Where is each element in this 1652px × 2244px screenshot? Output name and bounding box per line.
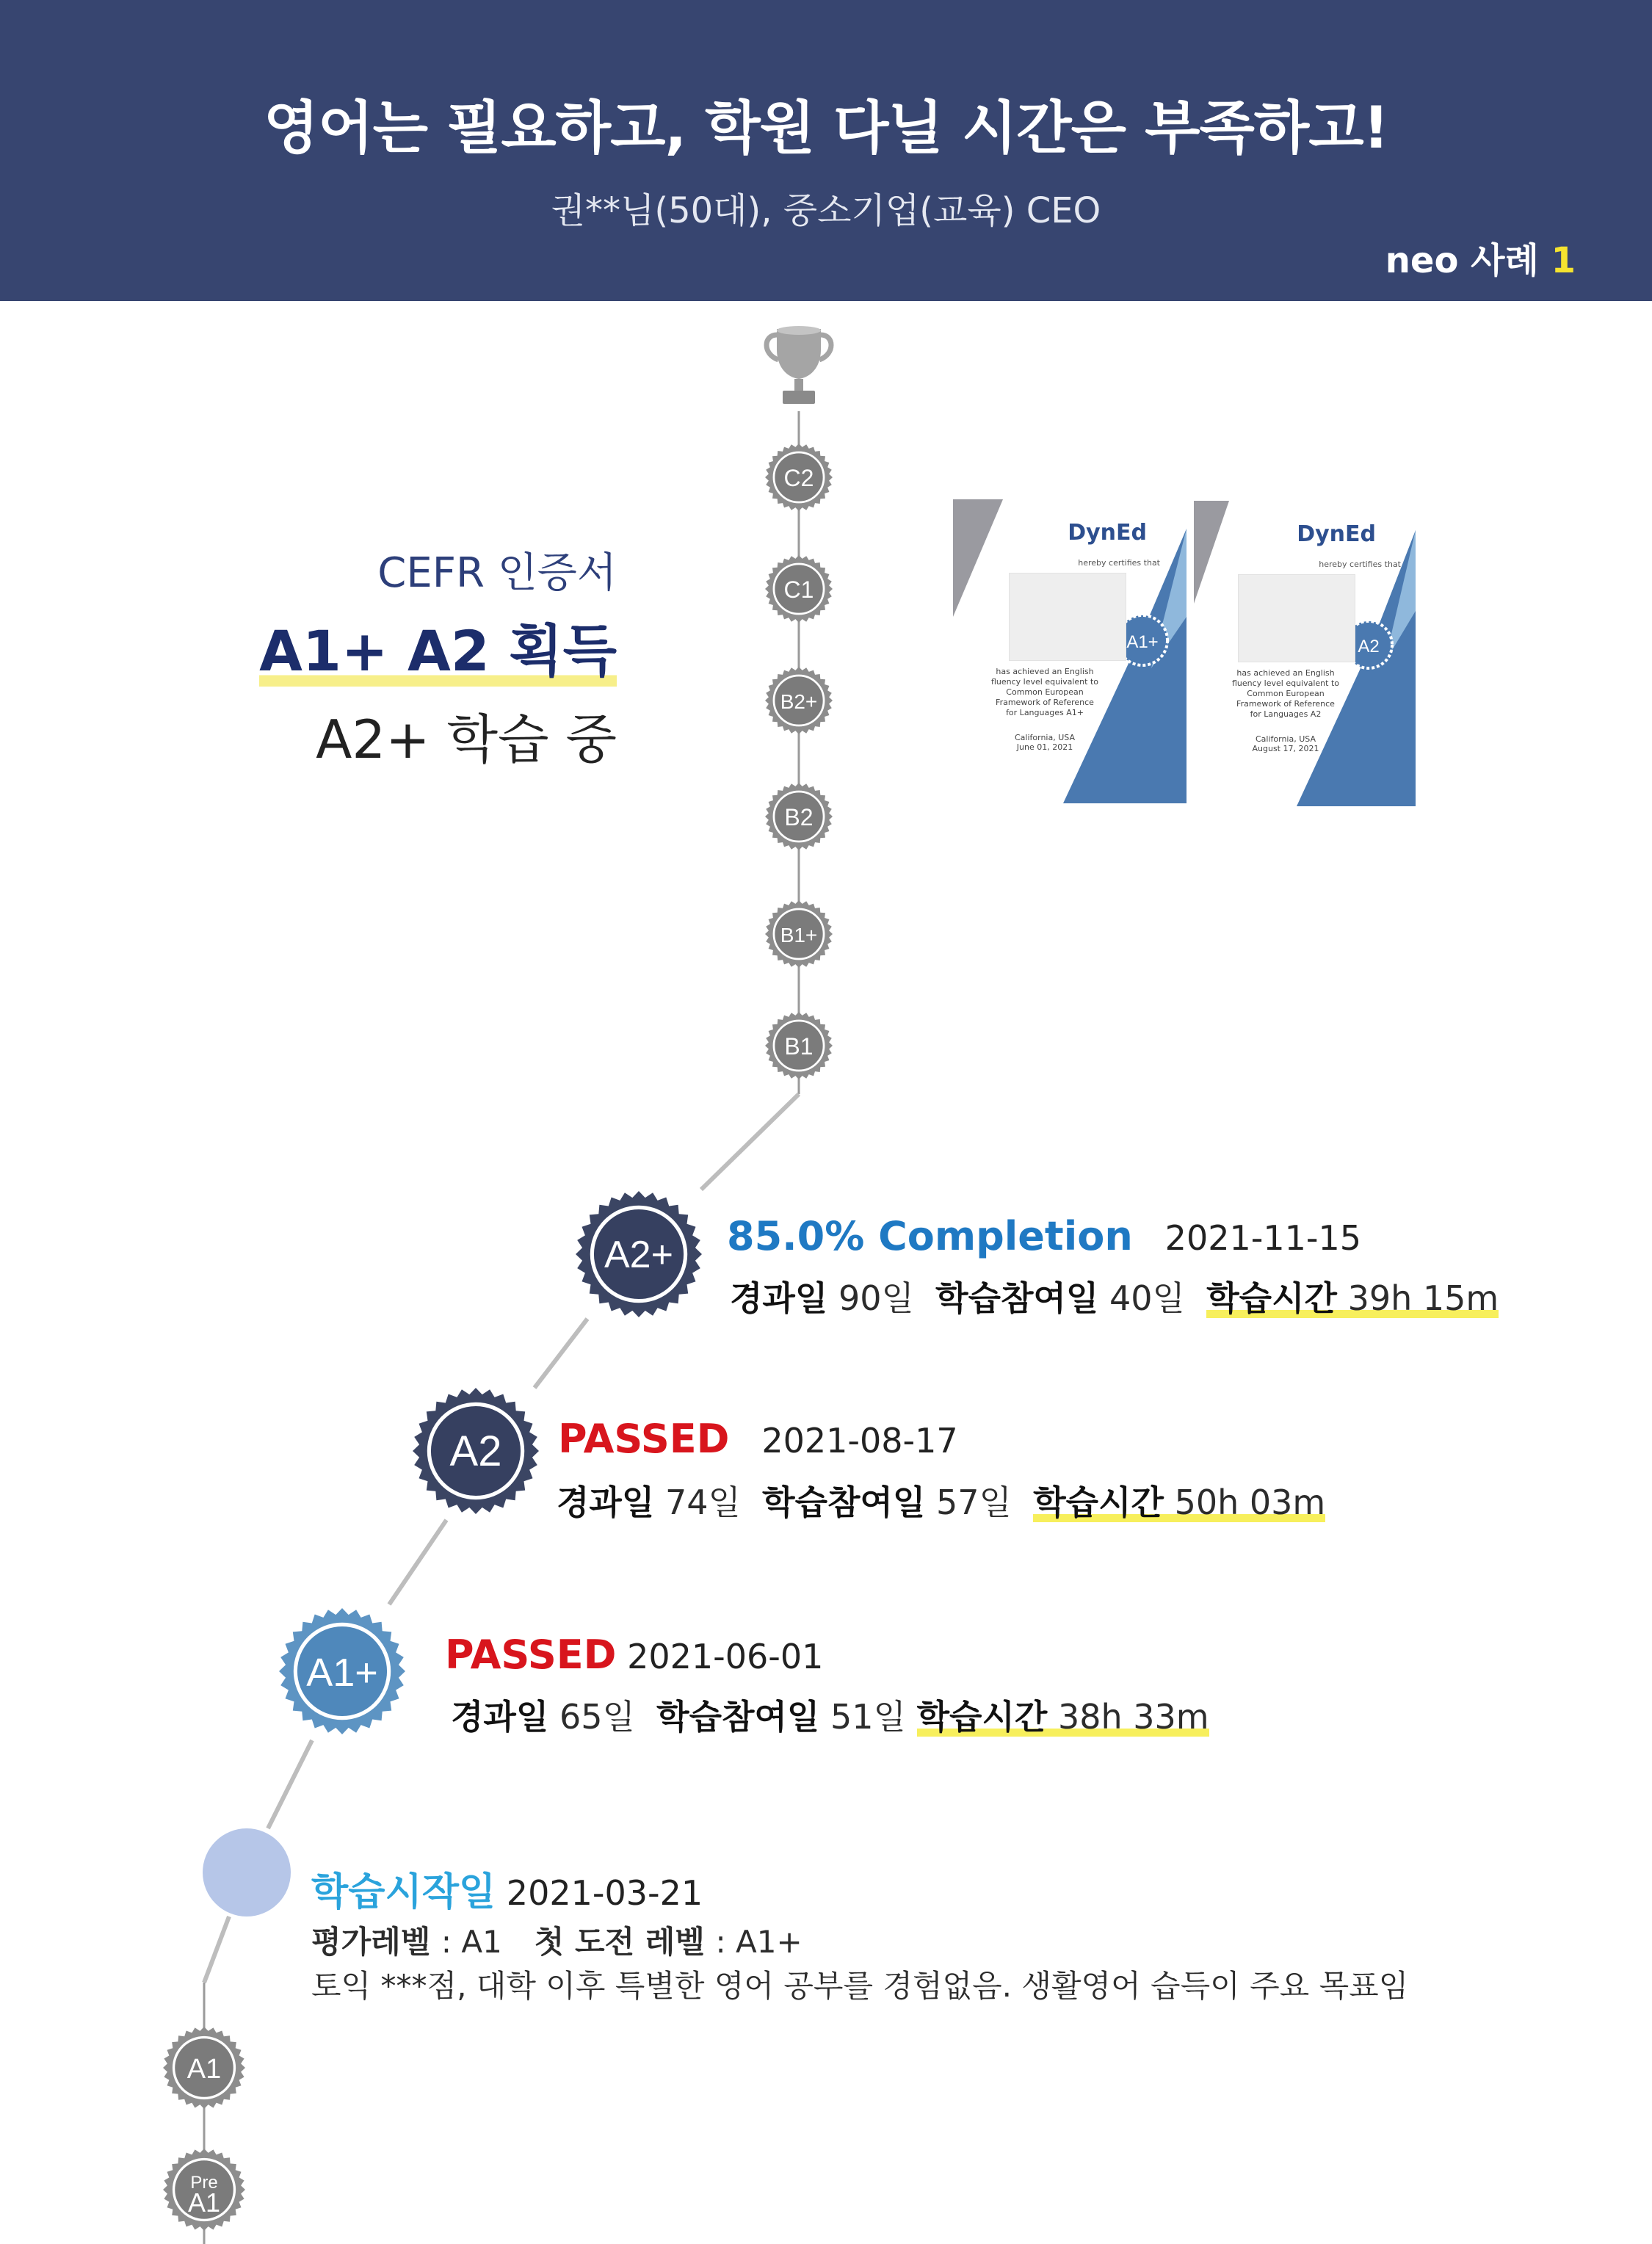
level-label-pre: Pre	[190, 2173, 218, 2193]
level-medal-a1plus	[276, 1605, 408, 1740]
cefr-summary	[0, 540, 617, 773]
milestone-a2plus-stats	[730, 1272, 1499, 1320]
milestone-date: 2021-11-15	[1164, 1218, 1362, 1258]
elapsed-value: 74일	[664, 1483, 741, 1522]
cefr-studying: A2+ 학습 중	[316, 709, 617, 770]
certificate-line: fluency level equivalent to	[1231, 678, 1340, 688]
passed-status: PASSED	[445, 1632, 617, 1678]
level-medal-a2plus	[573, 1188, 705, 1323]
attend-value: 51일	[830, 1697, 906, 1737]
certificate-line: for Languages A1+	[1006, 708, 1084, 717]
level-medal-b1plus	[762, 897, 836, 974]
milestone-start-levels	[311, 1918, 803, 1962]
certificate-location: California, USA	[1015, 733, 1075, 742]
level-medal-c1	[762, 552, 836, 629]
level-label-c1: C1	[783, 576, 814, 603]
time-label: 학습시간	[1206, 1278, 1337, 1318]
attend-value: 40일	[1109, 1278, 1185, 1318]
level-label-b2plus: B2+	[780, 690, 818, 713]
attend-value: 57일	[935, 1483, 1012, 1522]
time-value: 50h 03m	[1174, 1483, 1326, 1522]
certificate-level-badge: A2	[1358, 637, 1380, 656]
milestone-start-note: 토익 ***점, 대학 이후 특별한 영어 공부를 경험없음. 생활영어 습득이 주요 목표임	[311, 1968, 1409, 2004]
milestone-date: 2021-08-17	[761, 1421, 958, 1461]
certificate-line: Framework of Reference	[996, 698, 1094, 707]
time-value: 38h 33m	[1057, 1697, 1209, 1737]
first-level-label: 첫 도전 레벨	[534, 1924, 705, 1960]
level-medal-a2	[410, 1385, 542, 1520]
case-number: 1	[1551, 240, 1576, 281]
certificate-a1plus	[953, 499, 1187, 803]
level-medal-b2plus	[762, 664, 836, 740]
certificate-line: has achieved an English	[996, 667, 1094, 676]
attend-label: 학습참여일	[762, 1483, 926, 1522]
milestone-a2-status	[558, 1416, 958, 1462]
elapsed-label: 경과일	[730, 1278, 828, 1318]
certificate-line: has achieved an English	[1236, 668, 1335, 678]
attend-label: 학습참여일	[935, 1278, 1099, 1318]
milestone-a1plus-stats	[451, 1690, 1209, 1739]
cefr-title: CEFR 인증서	[377, 549, 617, 597]
certificate-level-badge: A1+	[1126, 632, 1159, 652]
level-medal-b1	[762, 1009, 836, 1085]
certificate-photo-placeholder	[1238, 574, 1355, 662]
elapsed-value: 90일	[838, 1278, 914, 1318]
completion-status: 85.0% Completion	[727, 1213, 1133, 1259]
certificate-body	[982, 667, 1107, 718]
level-label-a1: A1	[186, 2054, 222, 2085]
milestone-a1plus-status	[445, 1632, 823, 1678]
study-time	[1206, 1278, 1499, 1318]
level-label-a2: A2	[449, 1427, 502, 1475]
certificate-logo: DynEd	[1068, 520, 1147, 546]
certificate-line: Common European	[1006, 687, 1084, 697]
milestone-a2plus-status	[727, 1213, 1361, 1259]
certificate-location: California, USA	[1256, 734, 1316, 744]
certificate-date-value: August 17, 2021	[1252, 744, 1319, 753]
trophy-icon	[755, 316, 843, 411]
certificate-date	[982, 733, 1107, 752]
level-label-b2: B2	[784, 804, 814, 830]
study-time	[917, 1697, 1209, 1737]
study-time	[1033, 1483, 1325, 1522]
case-label: neo 사례	[1385, 240, 1539, 281]
certificate-line: Framework of Reference	[1236, 699, 1335, 709]
level-medal-b2	[762, 780, 836, 856]
certificate-a2	[1194, 501, 1416, 806]
eval-label: 평가레벨	[311, 1924, 431, 1960]
level-label-c2: C2	[783, 465, 814, 491]
level-medal-c2	[762, 441, 836, 517]
level-label-b1plus: B1+	[780, 924, 818, 947]
time-label: 학습시간	[916, 1697, 1048, 1737]
certificate-date-value: June 01, 2021	[1016, 742, 1073, 752]
elapsed-value: 65일	[559, 1697, 635, 1737]
time-label: 학습시간	[1033, 1483, 1164, 1522]
certificate-hereby: hereby certifies that	[1319, 560, 1401, 569]
page-title: 영어는 필요하고, 학원 다닐 시간은 부족하고!	[263, 95, 1389, 162]
attend-label: 학습참여일	[656, 1697, 820, 1737]
certificate-photo-placeholder	[1009, 573, 1126, 661]
milestone-date: 2021-06-01	[627, 1637, 824, 1676]
level-label-b1: B1	[784, 1033, 814, 1060]
certificate-line: for Languages A2	[1250, 709, 1322, 719]
start-date: 2021-03-21	[506, 1873, 703, 1913]
start-dot	[203, 1828, 291, 1917]
first-level-value: : A1+	[715, 1924, 803, 1960]
eval-value: : A1	[441, 1924, 502, 1960]
start-label: 학습시작일	[311, 1870, 496, 1914]
level-label-a2plus: A2+	[604, 1234, 673, 1276]
certificate-date	[1223, 734, 1348, 753]
cefr-achieved: A1+ A2 획득	[259, 607, 617, 687]
level-label-pre-a1: A1	[187, 2187, 221, 2218]
level-medal-a1	[160, 2024, 248, 2115]
certificate-hereby: hereby certifies that	[1078, 558, 1160, 568]
certificate-logo: DynEd	[1297, 521, 1376, 547]
time-value: 39h 15m	[1347, 1278, 1499, 1318]
milestone-start-title	[311, 1861, 703, 1916]
level-medal-pre-a1	[160, 2146, 248, 2237]
certificate-line: Common European	[1247, 689, 1325, 698]
milestone-a2-stats	[557, 1476, 1325, 1524]
elapsed-label: 경과일	[451, 1697, 549, 1737]
level-label-a1plus: A1+	[306, 1651, 378, 1695]
certificate-body	[1223, 668, 1348, 720]
passed-status: PASSED	[558, 1416, 730, 1462]
elapsed-label: 경과일	[557, 1483, 655, 1522]
certificate-line: fluency level equivalent to	[990, 677, 1099, 687]
page-subtitle: 권**님(50대), 중소기업(교육) CEO	[551, 190, 1101, 231]
